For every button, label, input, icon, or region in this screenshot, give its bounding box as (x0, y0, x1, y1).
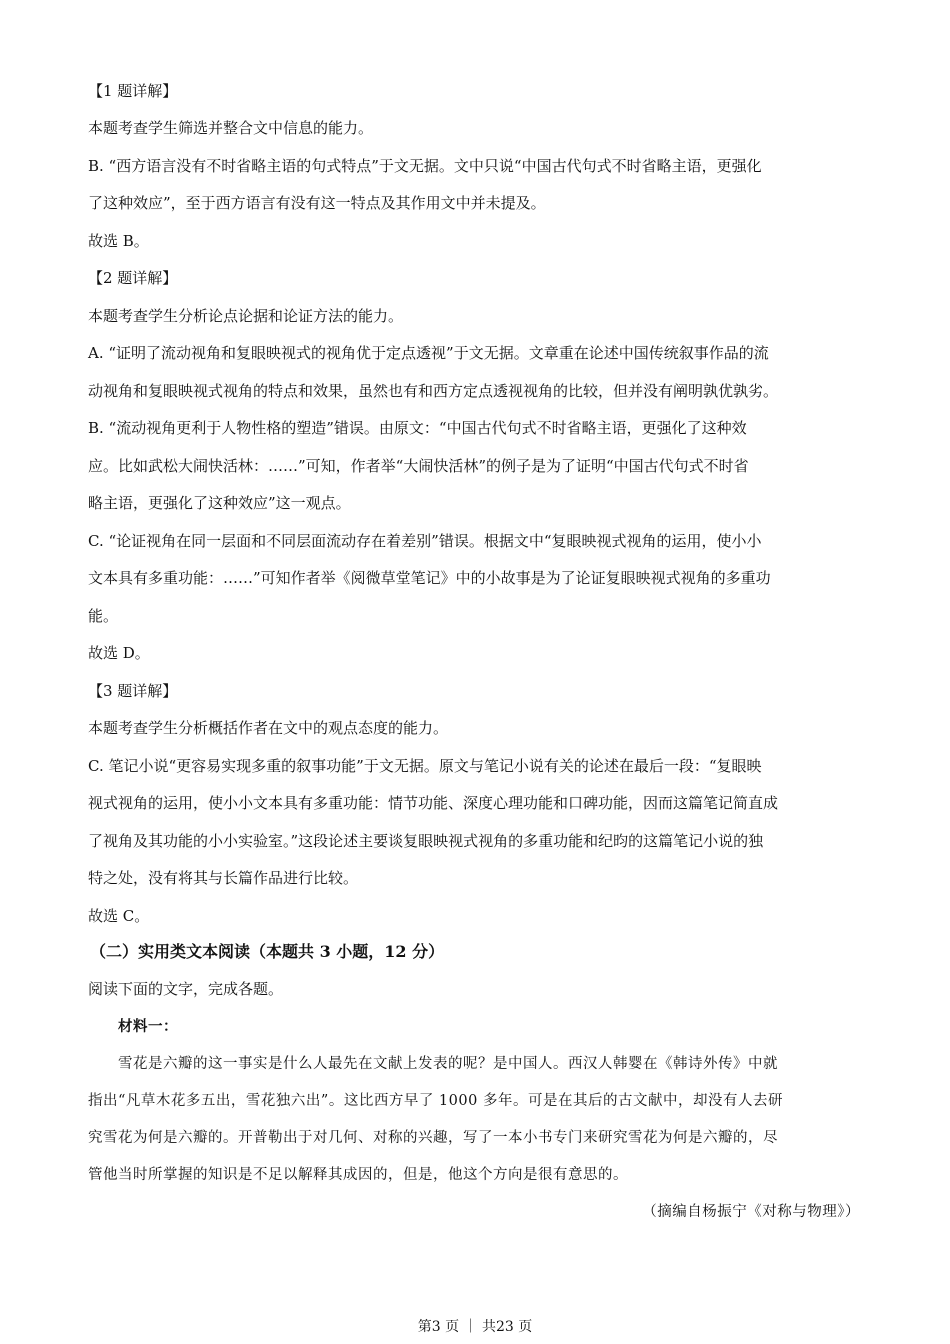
paragraph-line: 本题考查学生筛选并整合文中信息的能力。 (88, 119, 374, 137)
paragraph-line: 略主语，更强化了这种效应”这一观点。 (88, 494, 351, 512)
material-label: 材料一： (118, 1018, 178, 1035)
answer-line: 故选 B。 (88, 232, 149, 250)
paragraph-line: 特之处，没有将其与长篇作品进行比较。 (88, 869, 359, 887)
q1-heading: 【1 题详解】 (88, 82, 178, 100)
paragraph-line: 能。 (88, 607, 119, 625)
instruction: 阅读下面的文字，完成各题。 (88, 980, 284, 998)
paragraph-line: 本题考查学生分析论点论据和论证方法的能力。 (88, 307, 404, 325)
paragraph-line: 动视角和复眼映视式视角的特点和效果，虽然也有和西方定点透视视角的比较，但并没有阐明孰优孰劣。 (88, 382, 779, 400)
section-heading: （二）实用类文本阅读（本题共 3 小题，12 分） (90, 942, 445, 961)
material-line: 指出“凡草木花多五出，雪花独六出”。这比西方早了 1000 多年。可是在其后的古文献中，却没有人去研 (88, 1093, 783, 1109)
paragraph-line: 了这种效应”，至于西方语言有没有这一特点及其作用文中并未提及。 (88, 194, 546, 212)
paragraph-line: 应。比如武松大闹快活林：……”可知，作者举“大闹快活林”的例子是为了证明“中国古代句式不时省 (88, 457, 749, 475)
material-line: 究雪花为何是六瓣的。开普勒出于对几何、对称的兴趣，写了一本小书专门来研究雪花为何是六瓣的，尽 (88, 1130, 778, 1146)
material-source: （摘编自杨振宁《对称与物理》） (642, 1204, 860, 1220)
paragraph-line: A. “证明了流动视角和复眼映视式的视角优于定点透视”于文无据。文章重在论述中国传统叙事作品的流 (88, 344, 769, 362)
answer-line: 故选 D。 (88, 644, 150, 662)
paragraph-line: 了视角及其功能的小小实验室。”这段论述主要谈复眼映视式视角的多重功能和纪昀的这篇笔记小说的独 (88, 832, 764, 850)
material-line: 雪花是六瓣的这一事实是什么人最先在文献上发表的呢？是中国人。西汉人韩婴在《韩诗外传》中就 (118, 1056, 778, 1072)
paragraph-line: B. “西方语言没有不时省略主语的句式特点”于文无据。文中只说“中国古代句式不时省略主语，更强化 (88, 157, 762, 175)
answer-line: 故选 C。 (88, 907, 150, 925)
page-footer: 第3 页 ｜ 共23 页 (417, 1319, 533, 1335)
paragraph-line: 本题考查学生分析概括作者在文中的观点态度的能力。 (88, 719, 449, 737)
paragraph-line: 文本具有多重功能：……”可知作者举《阅微草堂笔记》中的小故事是为了论证复眼映视式视角的多重功 (88, 569, 771, 587)
paragraph-line: C. 笔记小说“更容易实现多重的叙事功能”于文无据。原文与笔记小说有关的论述在最后一段：“复眼映 (88, 757, 762, 775)
material-line: 管他当时所掌握的知识是不足以解释其成因的，但是，他这个方向是很有意思的。 (88, 1167, 628, 1183)
q2-heading: 【2 题详解】 (88, 269, 178, 287)
q3-heading: 【3 题详解】 (88, 682, 178, 700)
paragraph-line: 视式视角的运用，使小小文本具有多重功能：情节功能、深度心理功能和口碑功能，因而这篇笔记简直成 (88, 794, 779, 812)
paragraph-line: B. “流动视角更利于人物性格的塑造”错误。由原文：“中国古代句式不时省略主语，更强化了这种效 (88, 419, 747, 437)
paragraph-line: C. “论证视角在同一层面和不同层面流动存在着差别”错误。根据文中“复眼映视式视角的运用，使小小 (88, 532, 762, 550)
